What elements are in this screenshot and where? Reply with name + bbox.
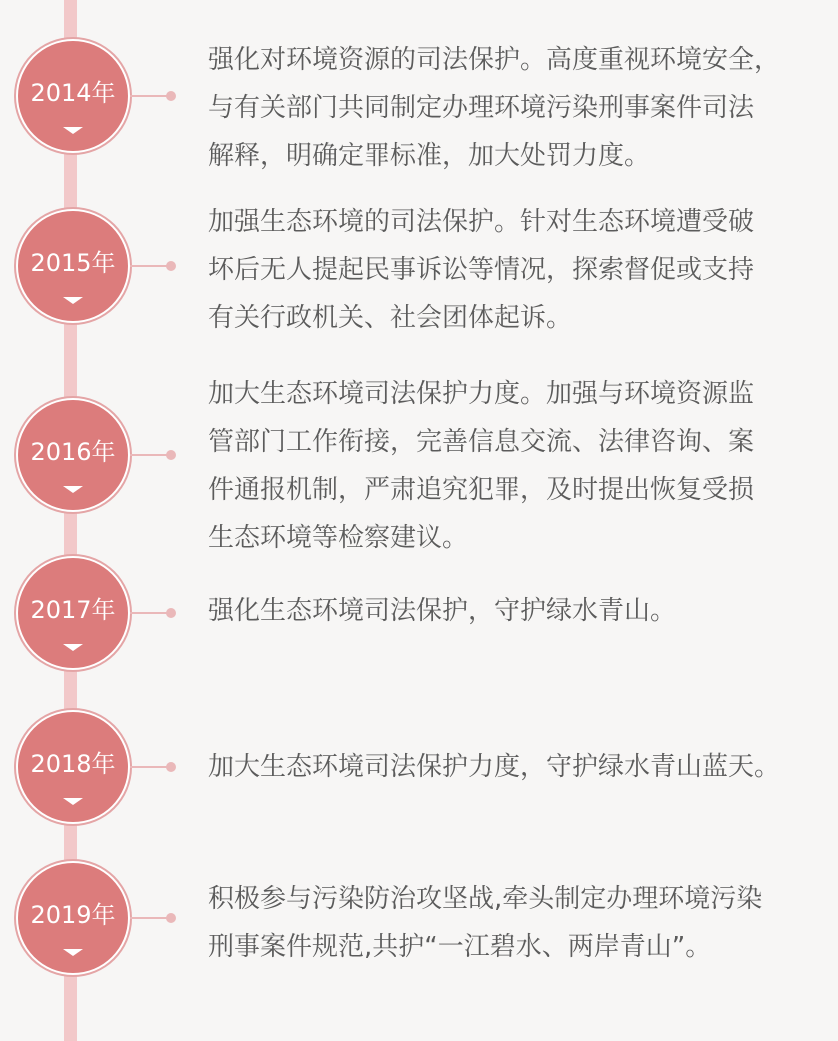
connector-dot bbox=[166, 91, 176, 101]
entry-description: 强化对环境资源的司法保护。高度重视环境安全， 与有关部门共同制定办理环境污染刑事案件司法 解释，明确定罪标准，加大处罚力度。 bbox=[208, 45, 781, 171]
year-label: 2014年 bbox=[30, 79, 116, 107]
caret-down-icon bbox=[63, 798, 83, 805]
year-label: 2015年 bbox=[30, 249, 116, 277]
connector-dot bbox=[166, 913, 176, 923]
connector-line bbox=[130, 265, 168, 267]
year-circle bbox=[18, 400, 128, 510]
year-circle bbox=[18, 712, 128, 822]
connector-line bbox=[130, 454, 168, 456]
year-label: 2018年 bbox=[30, 750, 116, 778]
connector-dot bbox=[166, 762, 176, 772]
connector-dot bbox=[166, 608, 176, 618]
connector-line bbox=[130, 95, 168, 97]
entry-description: 加大生态环境司法保护力度，守护绿水青山蓝天。 bbox=[208, 752, 781, 782]
caret-down-icon bbox=[63, 127, 83, 134]
year-label: 2019年 bbox=[30, 901, 116, 929]
caret-down-icon bbox=[63, 486, 83, 493]
connector-line bbox=[130, 917, 168, 919]
entry-description: 强化生态环境司法保护，守护绿水青山。 bbox=[208, 596, 677, 626]
entry-description: 加大生态环境司法保护力度。加强与环境资源监 管部门工作衔接，完善信息交流、法律咨询、案 件通报机制，严肃追究犯罪，及时提出恢复受损 生态环境等检察建议。 bbox=[208, 379, 755, 553]
year-circle bbox=[18, 558, 128, 668]
year-circle bbox=[18, 41, 128, 151]
caret-down-icon bbox=[63, 297, 83, 304]
year-circle bbox=[18, 211, 128, 321]
year-label: 2017年 bbox=[30, 596, 116, 624]
connector-dot bbox=[166, 261, 176, 271]
year-circle bbox=[18, 863, 128, 973]
connector-dot bbox=[166, 450, 176, 460]
entry-description: 加强生态环境的司法保护。针对生态环境遭受破 坏后无人提起民事诉讼等情况，探索督促或支持 有关行政机关、社会团体起诉。 bbox=[208, 207, 755, 333]
connector-line bbox=[130, 766, 168, 768]
connector-line bbox=[130, 612, 168, 614]
entry-description: 积极参与污染防治攻坚战,牵头制定办理环境污染 刑事案件规范,共护“一江碧水、两岸青山”。 bbox=[208, 884, 763, 962]
caret-down-icon bbox=[63, 644, 83, 651]
caret-down-icon bbox=[63, 949, 83, 956]
year-label: 2016年 bbox=[30, 438, 116, 466]
